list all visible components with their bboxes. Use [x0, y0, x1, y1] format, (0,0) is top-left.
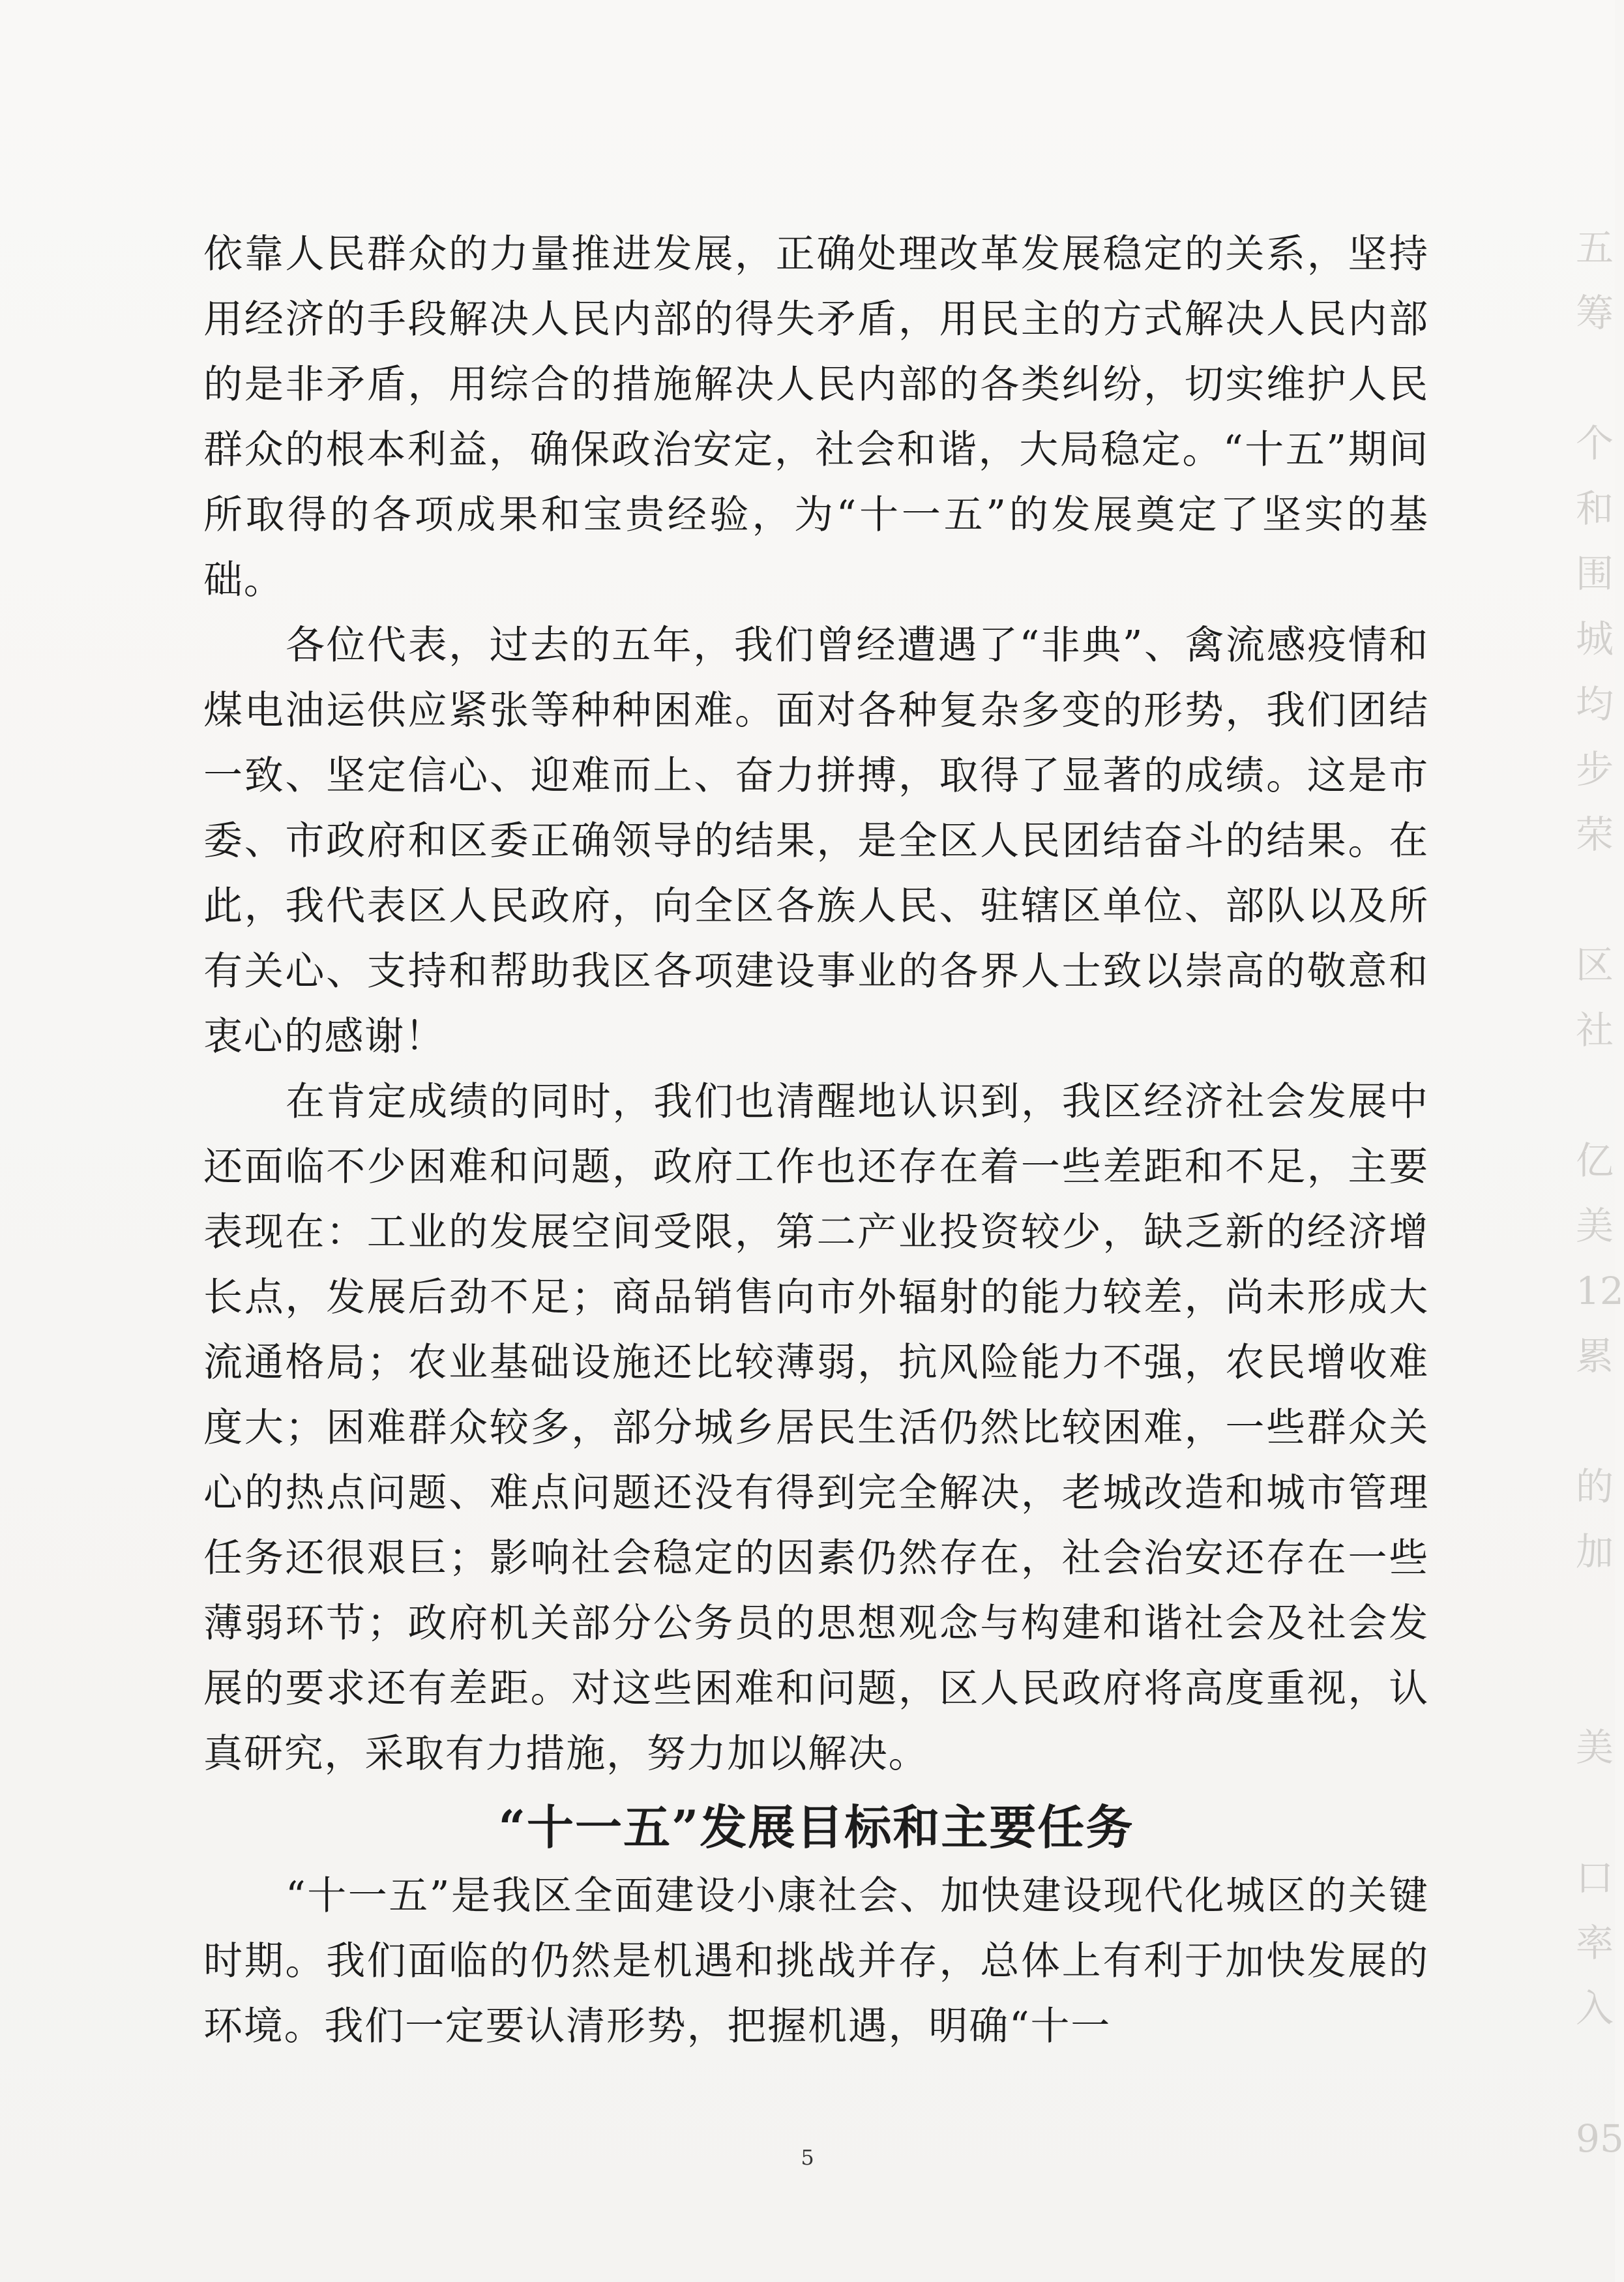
section-heading: “十一五”发展目标和主要任务 — [498, 1800, 1134, 1855]
page-number: 5 — [801, 2145, 814, 2170]
document-body — [203, 222, 1429, 2059]
bleed-through-decoration: 五 筹 个 和 围 城 均 步 荣 区 社 亿 美 12 累 的 加 美 口 率 入 95 — [1576, 226, 1624, 2161]
paragraph-1: 依靠人民群众的力量推进发展，正确处理改革发展稳定的关系，坚持用经济的手段解决人民内部的得失矛盾，用民主的方式解决人民内部的是非矛盾，用综合的措施解决人民内部的各类纠纷，切实维护人民群众的根本利益，确保政治安定，社会和谐，大局稳定。“十五”期间所取得的各项成果和宝贵经验，为“十一五”的发展奠定了坚实的基础。 — [203, 231, 1429, 603]
paragraph-2: 各位代表，过去的五年，我们曾经遭遇了“非典”、禽流感疫情和煤电油运供应紧张等种种困难。面对各种复杂多变的形势，我们团结一致、坚定信心、迎难而上、奋力拼搏，取得了显著的成绩。这是市委、市政府和区委正确领导的结果，是全区人民团结奋斗的结果。在此，我代表区人民政府，向全区各族人民、驻辖区单位、部队以及所有关心、支持和帮助我区各项建设事业的各界人士致以崇高的敬意和衷心的感谢！ — [203, 623, 1429, 1060]
paragraph-3: 在肯定成绩的同时，我们也清醒地认识到，我区经济社会发展中还面临不少困难和问题，政府工作也还存在着一些差距和不足，主要表现在：工业的发展空间受限，第二产业投资较少，缺乏新的经济增长点，发展后劲不足；商品销售向市外辐射的能力较差，尚未形成大流通格局；农业基础设施还比较薄弱，抗风险能力不强，农民增收难度大；困难群众较多，部分城乡居民生活仍然比较困难，一些群众关心的热点问题、难点问题还没有得到完全解决，老城改造和城市管理任务还很艰巨；影响社会稳定的因素仍然存在，社会治安还存在一些薄弱环节；政府机关部分公务员的思想观念与构建和谐社会及社会发展的要求还有差距。对这些困难和问题，区人民政府将高度重视，认真研究，采取有力措施，努力加以解决。 — [203, 1079, 1429, 1777]
paragraph-4: “十一五”是我区全面建设小康社会、加快建设现代化城区的关键时期。我们面临的仍然是机遇和挑战并存，总体上有利于加快发展的环境。我们一定要认清形势，把握机遇，明确“十一 — [203, 1873, 1429, 2049]
